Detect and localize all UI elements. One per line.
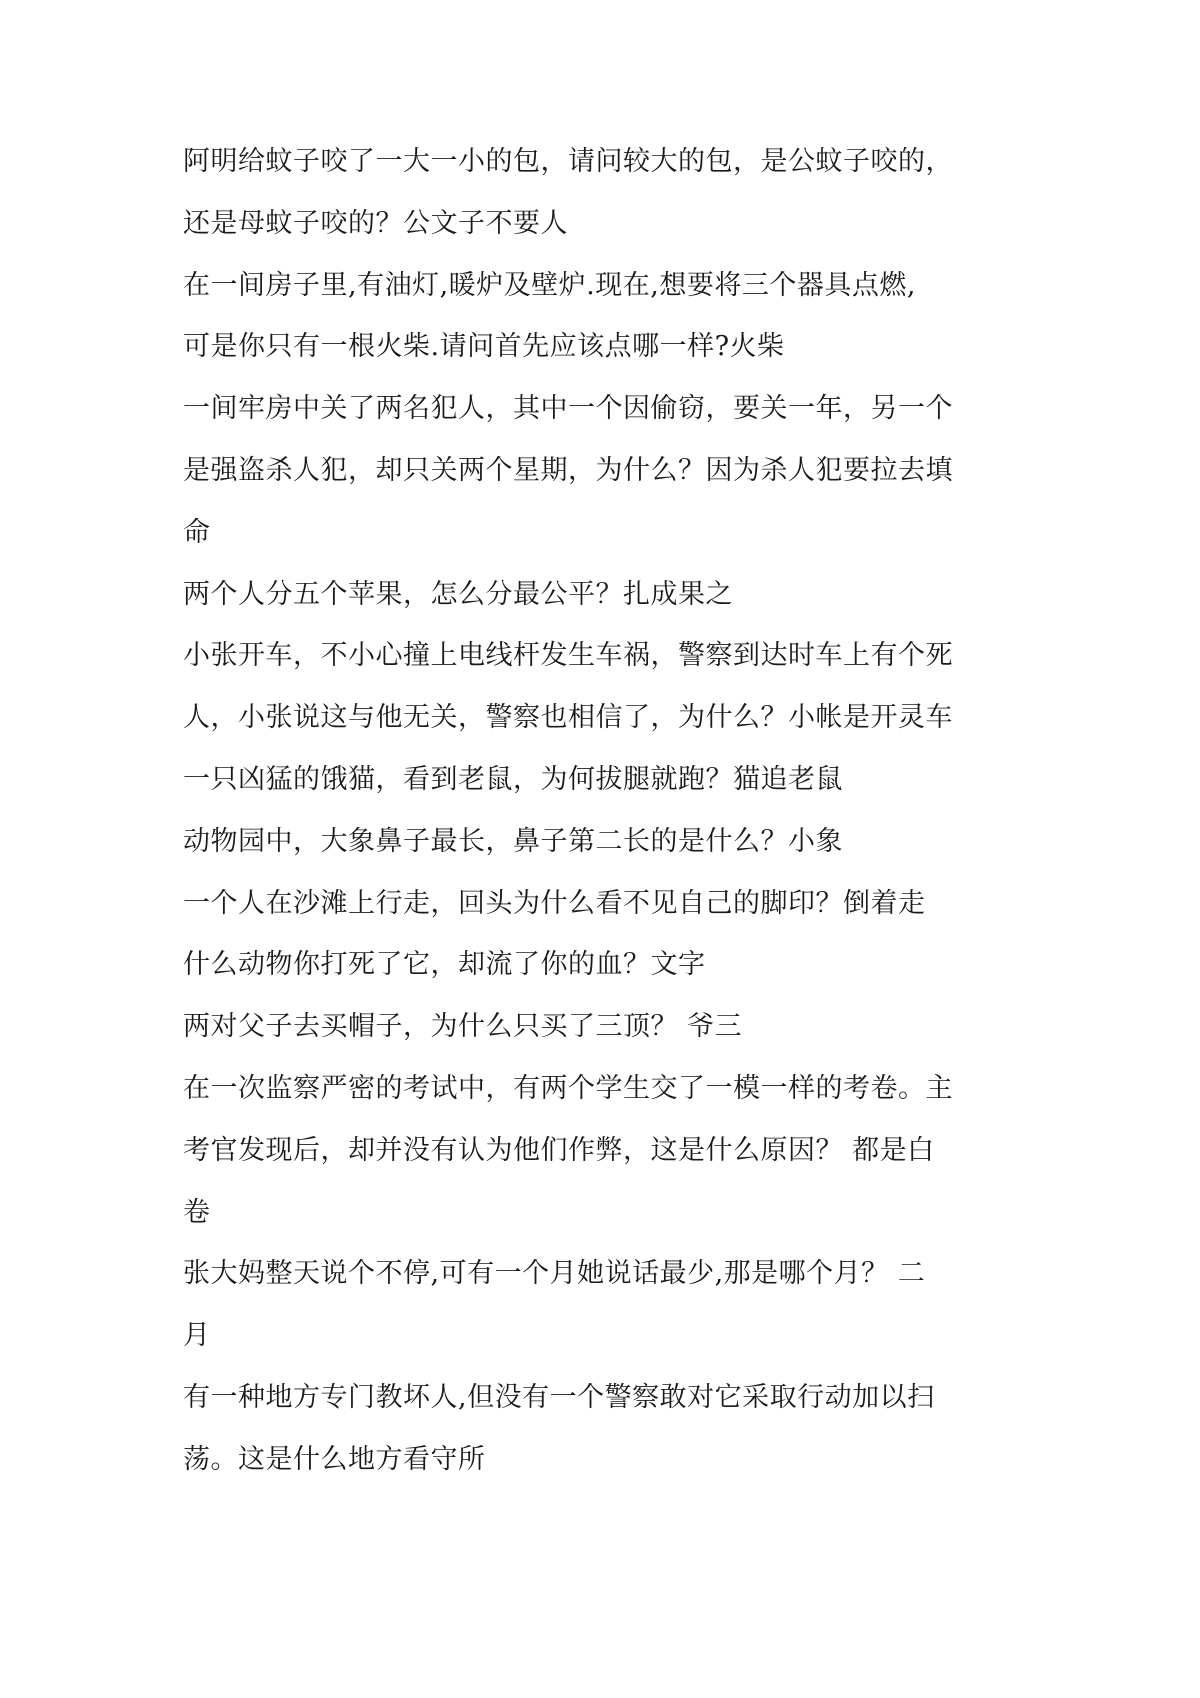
- text-line: 有一种地方专门教坏人,但没有一个警察敢对它采取行动加以扫: [183, 1381, 935, 1413]
- text-line: 两对父子去买帽子，为什么只买了三顶？ 爷三: [183, 1011, 743, 1043]
- text-line: 动物园中，大象鼻子最长，鼻子第二长的是什么？小象: [183, 825, 843, 857]
- text-line: 一间牢房中关了两名犯人，其中一个因偷窃，要关一年，另一个: [183, 393, 953, 425]
- text-line: 一个人在沙滩上行走，回头为什么看不见自己的脚印？倒着走: [183, 887, 926, 919]
- text-line: 还是母蚊子咬的？公文子不要人: [183, 207, 568, 239]
- text-line: 小张开车，不小心撞上电线杆发生车祸，警察到达时车上有个死: [183, 640, 953, 672]
- text-line: 张大妈整天说个不停,可有一个月她说话最少,那是哪个月？ 二: [183, 1258, 926, 1290]
- text-line: 一只凶猛的饿猫，看到老鼠，为何拔腿就跑？猫追老鼠: [183, 763, 843, 795]
- text-line: 可是你只有一根火柴.请问首先应该点哪一样?火柴: [183, 331, 785, 363]
- text-line: 卷: [183, 1196, 211, 1228]
- text-line: 阿明给蚊子咬了一大一小的包，请问较大的包，是公蚊子咬的，: [183, 146, 953, 177]
- text-line: 考官发现后，却并没有认为他们作弊，这是什么原因？ 都是白: [183, 1134, 935, 1166]
- text-line: 在一间房子里,有油灯,暖炉及壁炉.现在,想要将三个器具点燃,: [183, 269, 916, 301]
- text-line: 人，小张说这与他无关，警察也相信了，为什么？小帐是开灵车: [183, 702, 953, 734]
- text-line: 是强盗杀人犯，却只关两个星期，为什么？因为杀人犯要拉去填: [183, 454, 953, 486]
- text-line: 荡。这是什么地方看守所: [183, 1443, 486, 1475]
- text-line: 命: [183, 516, 211, 548]
- document-body: [183, 131, 1027, 1491]
- text-line: 什么动物你打死了它，却流了你的血？文字: [183, 949, 706, 981]
- text-line: 两个人分五个苹果，怎么分最公平？扎成果之: [183, 578, 733, 610]
- text-line: 在一次监察严密的考试中，有两个学生交了一模一样的考卷。主: [183, 1072, 953, 1104]
- text-line: 月: [183, 1320, 211, 1352]
